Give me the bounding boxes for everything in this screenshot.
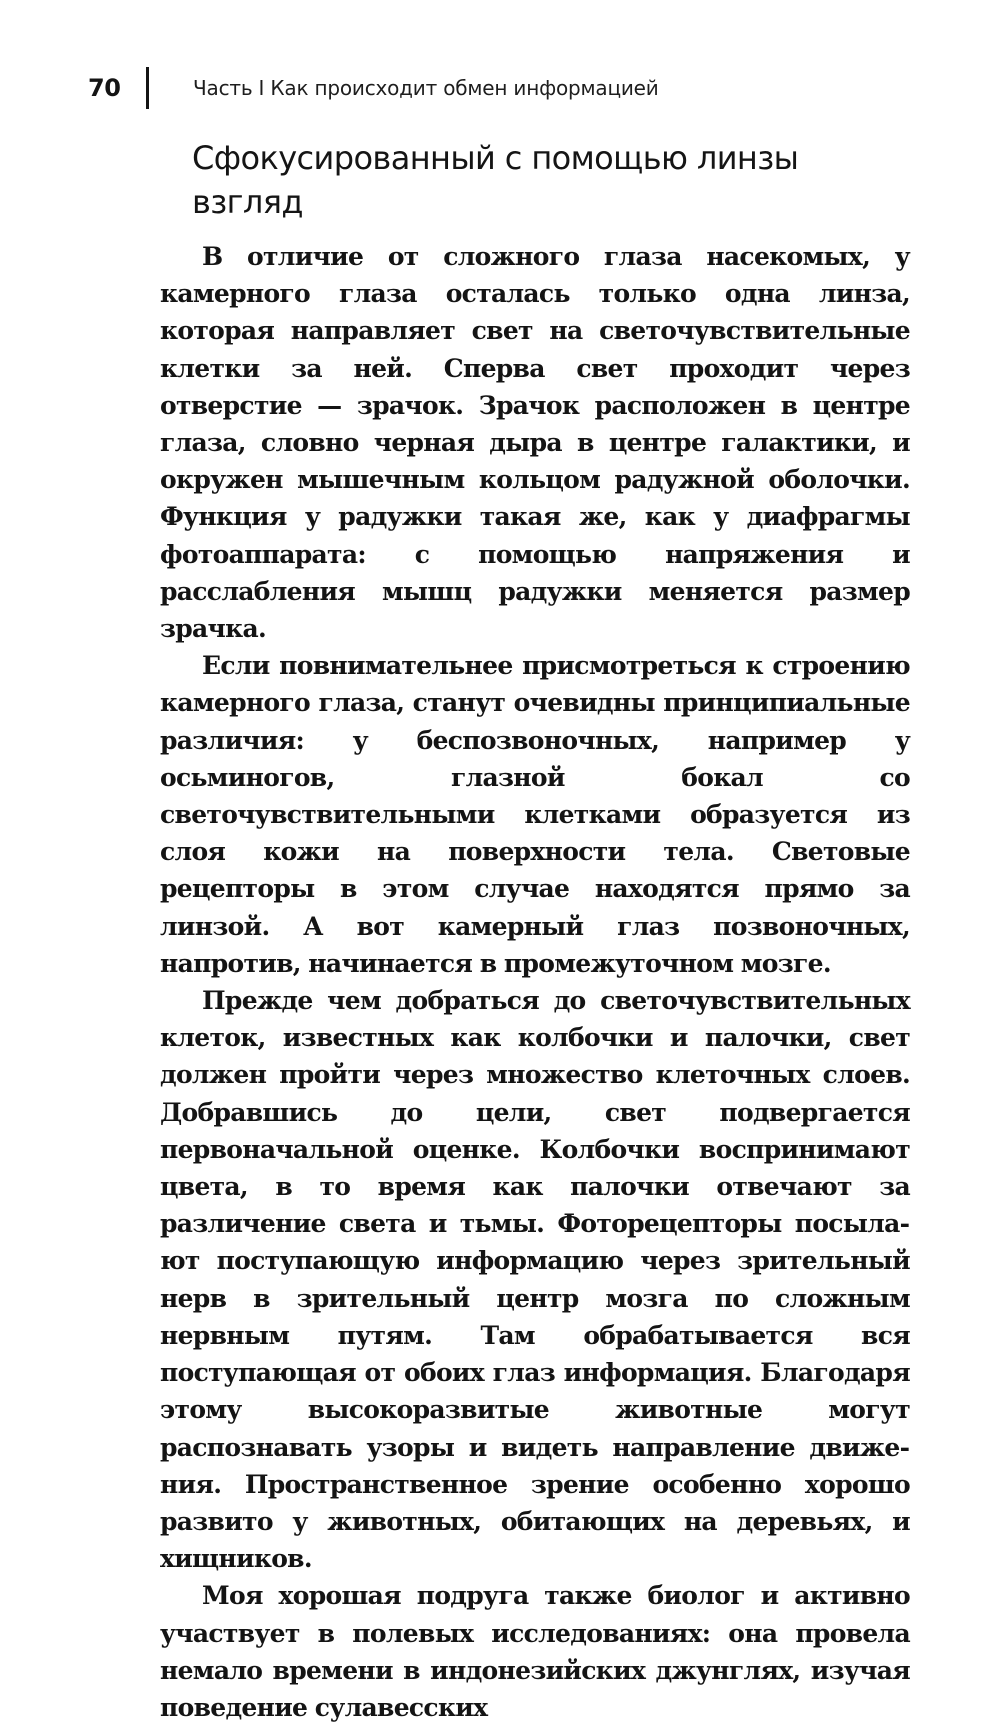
page-number: 70 [88,74,121,102]
header-divider [146,67,149,109]
running-title: Часть I Как происходит обмен информацией [193,76,659,100]
running-head [88,66,659,110]
paragraph-3: Прежде чем добраться до светочувствительных клеток, известных как колбочки и палочки, свет должен пройти через множество клеточных слоев. Добравшись до цели, свет подвергается первоначальной оценке. Колбочки воспринимают цвета, в то время как палочки отвечают за различение света и тьмы. Фоторецепторы посылают поступающую информацию через зрительный нерв в зрительный центр мозга по сложным нервным путям. Там обрабатывается вся поступающая от обоих глаз информация. Благодаря этому высокоразвитые животные могут распознавать узоры и видеть направление движения. Пространственное зрение особенно хорошо развито у животных, обитающих на деревьях, и хищников. [160,986,910,1574]
paragraph-4: Моя хорошая подруга также биолог и активно участвует в полевых исследованиях: она провела немало времени в индонезийских джунглях, изучая поведение сулавесских [160,1581,910,1722]
paragraph-1: В отличие от сложного глаза насекомых, у камерного глаза осталась только одна линза, которая направляет свет на светочувствительные клетки за ней. Сперва свет проходит через отверстие — зрачок. Зрачок расположен в центре глаза, словно черная дыра в центре галактики, и окружен мышечным кольцом радужной оболочки. Функция у радужки такая же, как у диафрагмы фотоаппарата: с помощью напряжения и расслабления мышц радужки меняется размер зрачка. [160,242,910,644]
paragraph-2: Если повнимательнее присмотреться к строению камерного глаза, станут очевидны принципиальные различия: у беспозвоночных, например у осьминогов, глазной бокал со светочувствительными клетками образуется из слоя кожи на поверхности тела. Световые рецепторы в этом случае находятся прямо за линзой. А вот камерный глаз позвоночных, напротив, начинается в промежуточном мозге. [160,651,910,978]
body-text [160,238,910,1726]
section-heading: Сфокусированный с помощью линзы взгляд [192,139,799,221]
